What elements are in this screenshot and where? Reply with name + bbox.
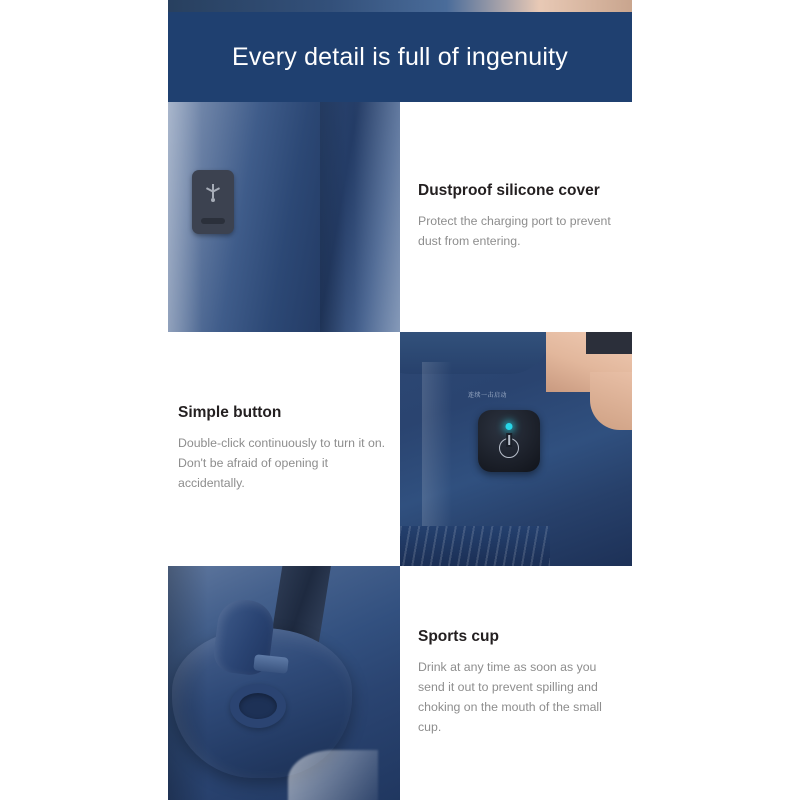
power-button-panel bbox=[478, 410, 540, 472]
feature-text-dustproof-cover bbox=[400, 102, 632, 332]
right-margin bbox=[632, 0, 800, 800]
feature-row-dustproof-cover bbox=[168, 102, 632, 332]
power-icon bbox=[499, 438, 519, 458]
sports-cup-lid-photo bbox=[168, 566, 400, 800]
feature-description: Drink at any time as soon as you send it out to prevent spilling and choking on the mouth of the small cup. bbox=[418, 660, 602, 735]
photo-shadow bbox=[320, 102, 346, 332]
top-image-strip bbox=[168, 0, 632, 12]
background-skin-tone-2 bbox=[590, 372, 632, 430]
cup-tab-shape bbox=[253, 654, 288, 673]
photo-highlight-right bbox=[354, 102, 400, 332]
top-strip-left-filler bbox=[0, 0, 168, 12]
button-caption-text: 连续一击启动 bbox=[468, 393, 508, 399]
charging-port-cover-photo bbox=[168, 102, 400, 332]
led-indicator-icon bbox=[506, 423, 513, 430]
feature-title: Sports cup bbox=[418, 627, 499, 645]
feature-text-sports-cup bbox=[400, 566, 632, 800]
feature-row-simple-button bbox=[168, 332, 632, 566]
port-slot bbox=[201, 218, 225, 224]
banner bbox=[168, 12, 632, 102]
feature-title: Dustproof silicone cover bbox=[418, 181, 600, 199]
banner-title: Every detail is full of ingenuity bbox=[232, 42, 568, 71]
cup-ring-shape bbox=[230, 684, 286, 728]
photo-highlight bbox=[288, 750, 378, 800]
bottle-base-ribs bbox=[400, 526, 550, 566]
feature-row-sports-cup bbox=[168, 566, 632, 800]
background-dark-area bbox=[586, 332, 632, 354]
feature-text-simple-button bbox=[168, 332, 400, 566]
power-button-photo bbox=[400, 332, 632, 566]
left-margin bbox=[0, 0, 168, 800]
feature-description: Protect the charging port to prevent dust from entering. bbox=[418, 214, 611, 249]
feature-description: Double-click continuously to turn it on. Don't be afraid of opening it accidentally. bbox=[178, 436, 386, 491]
charging-port-cover-icon bbox=[192, 170, 234, 234]
feature-title: Simple button bbox=[178, 403, 282, 421]
top-strip-right-filler bbox=[632, 0, 800, 12]
usb-icon bbox=[206, 184, 220, 204]
photo-shadow bbox=[168, 566, 208, 800]
